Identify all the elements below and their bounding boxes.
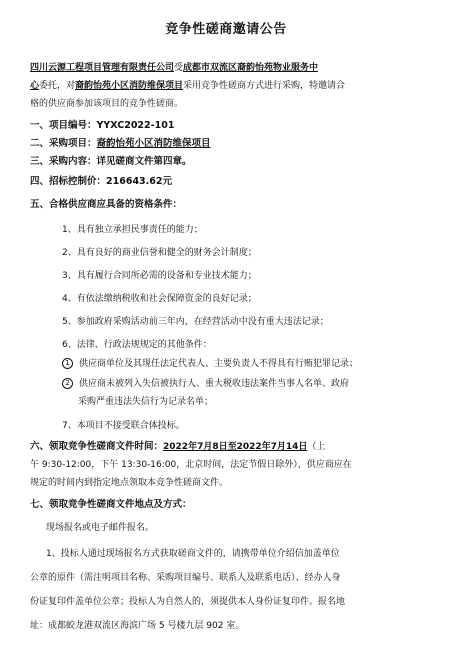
qualification-item: 3、具有履行合同所必需的设备和专业技术能力； — [62, 271, 257, 281]
qualification-item: 4、有依法缴纳税收和社会保障资金的良好记录； — [62, 294, 257, 304]
circled-number: 1 — [62, 358, 73, 369]
qualification-item: 1、具有独立承担民事责任的能力； — [62, 225, 203, 235]
project-name: 裔韵怡苑小区消防维保项目 — [75, 81, 184, 91]
obtain-body-line: 址：成都蛟龙港双流区海滨广场 5 号楼九层 902 室。 — [30, 621, 245, 631]
obtain-method: 现场报名或电子邮件报名。 — [46, 523, 155, 533]
intro-line-3: 格的供应商参加该项目的竞争性磋商。 — [30, 99, 184, 109]
sub-condition-cont: 采购严重违法失信行为记录名单； — [78, 397, 214, 407]
obtain-time-line-3: 规定的时间内到指定地点领取本竞争性磋商文件。 — [30, 478, 229, 488]
section-content: 三、采购内容：详见磋商文件第四章。 — [30, 156, 192, 167]
sub-condition: 1 供应商单位及其现任法定代表人、主要负责人不得具有行贿犯罪记录； — [62, 358, 434, 370]
section-qualifications: 五、合格供应商应具备的资格条件： — [30, 199, 183, 210]
obtain-body-line: 1、投标人通过现场报名方式获取磋商文件的，请携带单位介绍信加盖单位 — [46, 549, 340, 559]
document-title: 竞争性磋商邀请公告 — [165, 22, 287, 37]
intro-line-1: 四川云源工程项目管理有限责任公司受成都市双流区裔韵怡苑物业服务中 — [30, 63, 319, 73]
section-project-item: 二、采购项目：裔韵怡苑小区消防维保项目 — [30, 138, 211, 149]
qualification-item: 7、本项目不接受联合体投标。 — [62, 421, 185, 431]
client-name: 成都市双流区裔韵怡苑物业服务中 — [183, 63, 319, 73]
obtain-body-line: 份证复印件盖单位公章；投标人为自然人的，须提供本人身份证复印件。报名地 — [30, 597, 346, 607]
qualification-item: 6、法律、行政法规规定的其他条件： — [62, 340, 212, 350]
section-project-number: 一、项目编号：YYXC2022-101 — [30, 120, 175, 131]
circled-number: 2 — [62, 378, 73, 389]
section-obtain-place: 七、领取竞争性磋商文件地点及方式： — [30, 499, 192, 510]
agency-name: 四川云源工程项目管理有限责任公司 — [30, 63, 175, 73]
obtain-time-line-2: 午 9:30-12:00，下午 13:30-16:00，北京时间，法定节假日除外），供应商应在 — [30, 460, 352, 470]
section-price: 四、招标控制价：216643.62元 — [30, 176, 172, 187]
obtain-body-line: 公章的原件（需注明项目名称、采购项目编号、联系人及联系电话）、经办人身 — [30, 573, 341, 583]
intro-line-2: 心委托，对裔韵怡苑小区消防维保项目采用竞争性磋商方式进行采购，特邀请合 — [30, 81, 346, 91]
section-obtain-time: 六、领取竞争性磋商文件时间：2022年7月8日至2022年7月14日（上 — [30, 441, 326, 452]
qualification-item: 5、参加政府采购活动前三年内，在经营活动中没有重大违法记录； — [62, 317, 329, 327]
qualification-item: 2、具有良好的商业信誉和健全的财务会计制度； — [62, 248, 257, 258]
obtain-dates: 2022年7月8日至2022年7月14日 — [163, 442, 308, 452]
sub-condition: 2 供应商未被列入失信被执行人、重大税收违法案件当事人名单、政府 — [62, 378, 434, 390]
